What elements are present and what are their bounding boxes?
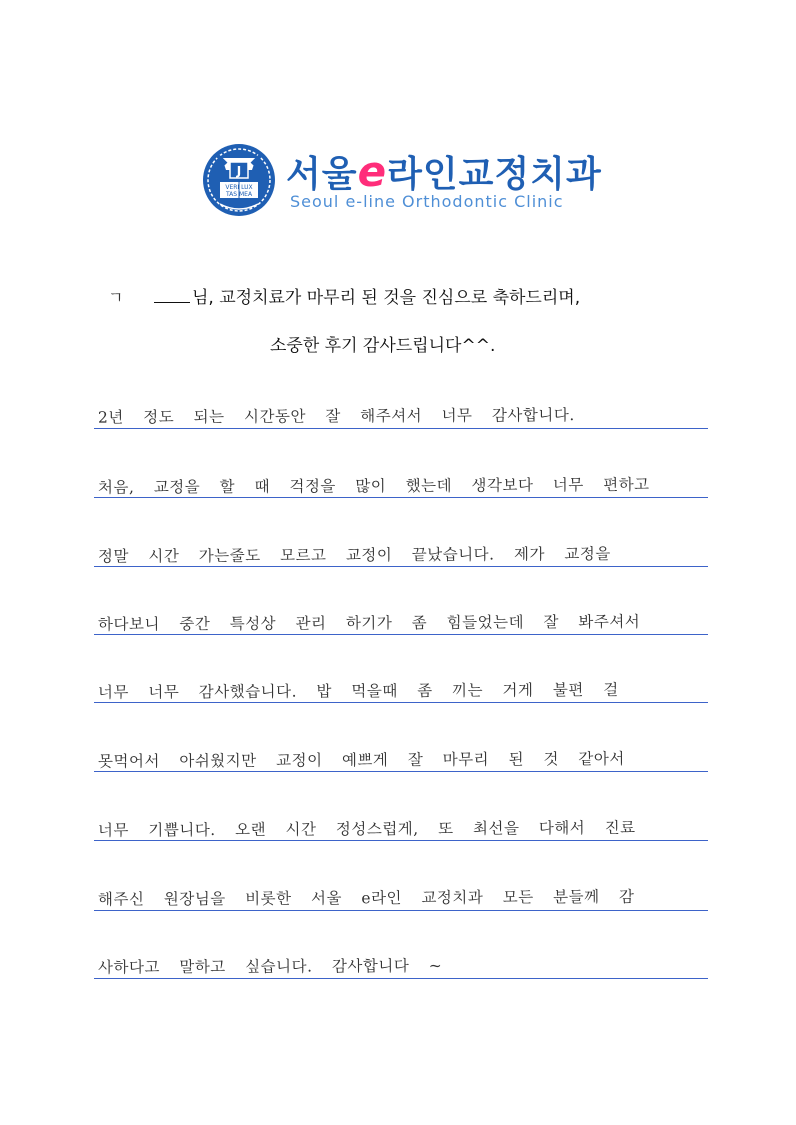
- letter-line: 너무 너무 감사했습니다. 밥 먹을때 좀 끼는 거게 불편 걸: [97, 680, 619, 702]
- ruled-line: [94, 840, 708, 841]
- letter-line: 너무 기쁩니다. 오랜 시간 정성스럽게, 또 최선을 다해서 진료: [97, 818, 636, 840]
- seal-text-bottom: TAS MEA: [225, 191, 253, 198]
- ruled-line: [94, 634, 708, 635]
- ruled-line: [94, 978, 708, 979]
- patient-name: ㄱ: [108, 288, 124, 307]
- svg-text:J: J: [236, 164, 242, 178]
- ruled-line: [94, 702, 708, 703]
- clinic-name-e: e: [357, 147, 388, 196]
- clinic-subtitle: Seoul e-line Orthodontic Clinic: [290, 192, 564, 211]
- clinic-name-post: 라인교정치과: [387, 154, 602, 195]
- ruled-line: [94, 497, 708, 498]
- letter-line: 처음, 교정을 할 때 걱정을 많이 했는데 생각보다 너무 편하고: [97, 475, 650, 497]
- letter-line: 못먹어서 아쉬웠지만 교정이 예쁘게 잘 마무리 된 것 같아서: [97, 749, 625, 771]
- ruled-line: [94, 771, 708, 772]
- ruled-line: [94, 566, 708, 567]
- greeting-message: 님, 교정치료가 마무리 된 것을 진심으로 축하드리며,: [192, 288, 581, 308]
- letter-line: 하다보니 중간 특성상 관리 하기가 좀 힘들었는데 잘 봐주셔서: [97, 612, 641, 634]
- clinic-name-pre: 서울: [286, 154, 358, 195]
- letter-line: 해주신 원장님을 비롯한 서울 e라인 교정치과 모든 분들께 감: [97, 887, 635, 909]
- letter-line: 2년 정도 되는 시간동안 잘 해주셔서 너무 감사합니다.: [97, 406, 575, 427]
- seal-text-top: VERI LUX: [225, 184, 253, 191]
- ruled-line: [94, 910, 708, 911]
- letter-line: 정말 시간 가는줄도 모르고 교정이 끝났습니다. 제가 교정을: [97, 544, 611, 566]
- letter-line: 사하다고 말하고 싶습니다. 감사합니다 ~: [97, 956, 443, 977]
- ruled-line: [94, 428, 708, 429]
- thanks-line: 소중한 후기 감사드립니다^^.: [270, 336, 496, 356]
